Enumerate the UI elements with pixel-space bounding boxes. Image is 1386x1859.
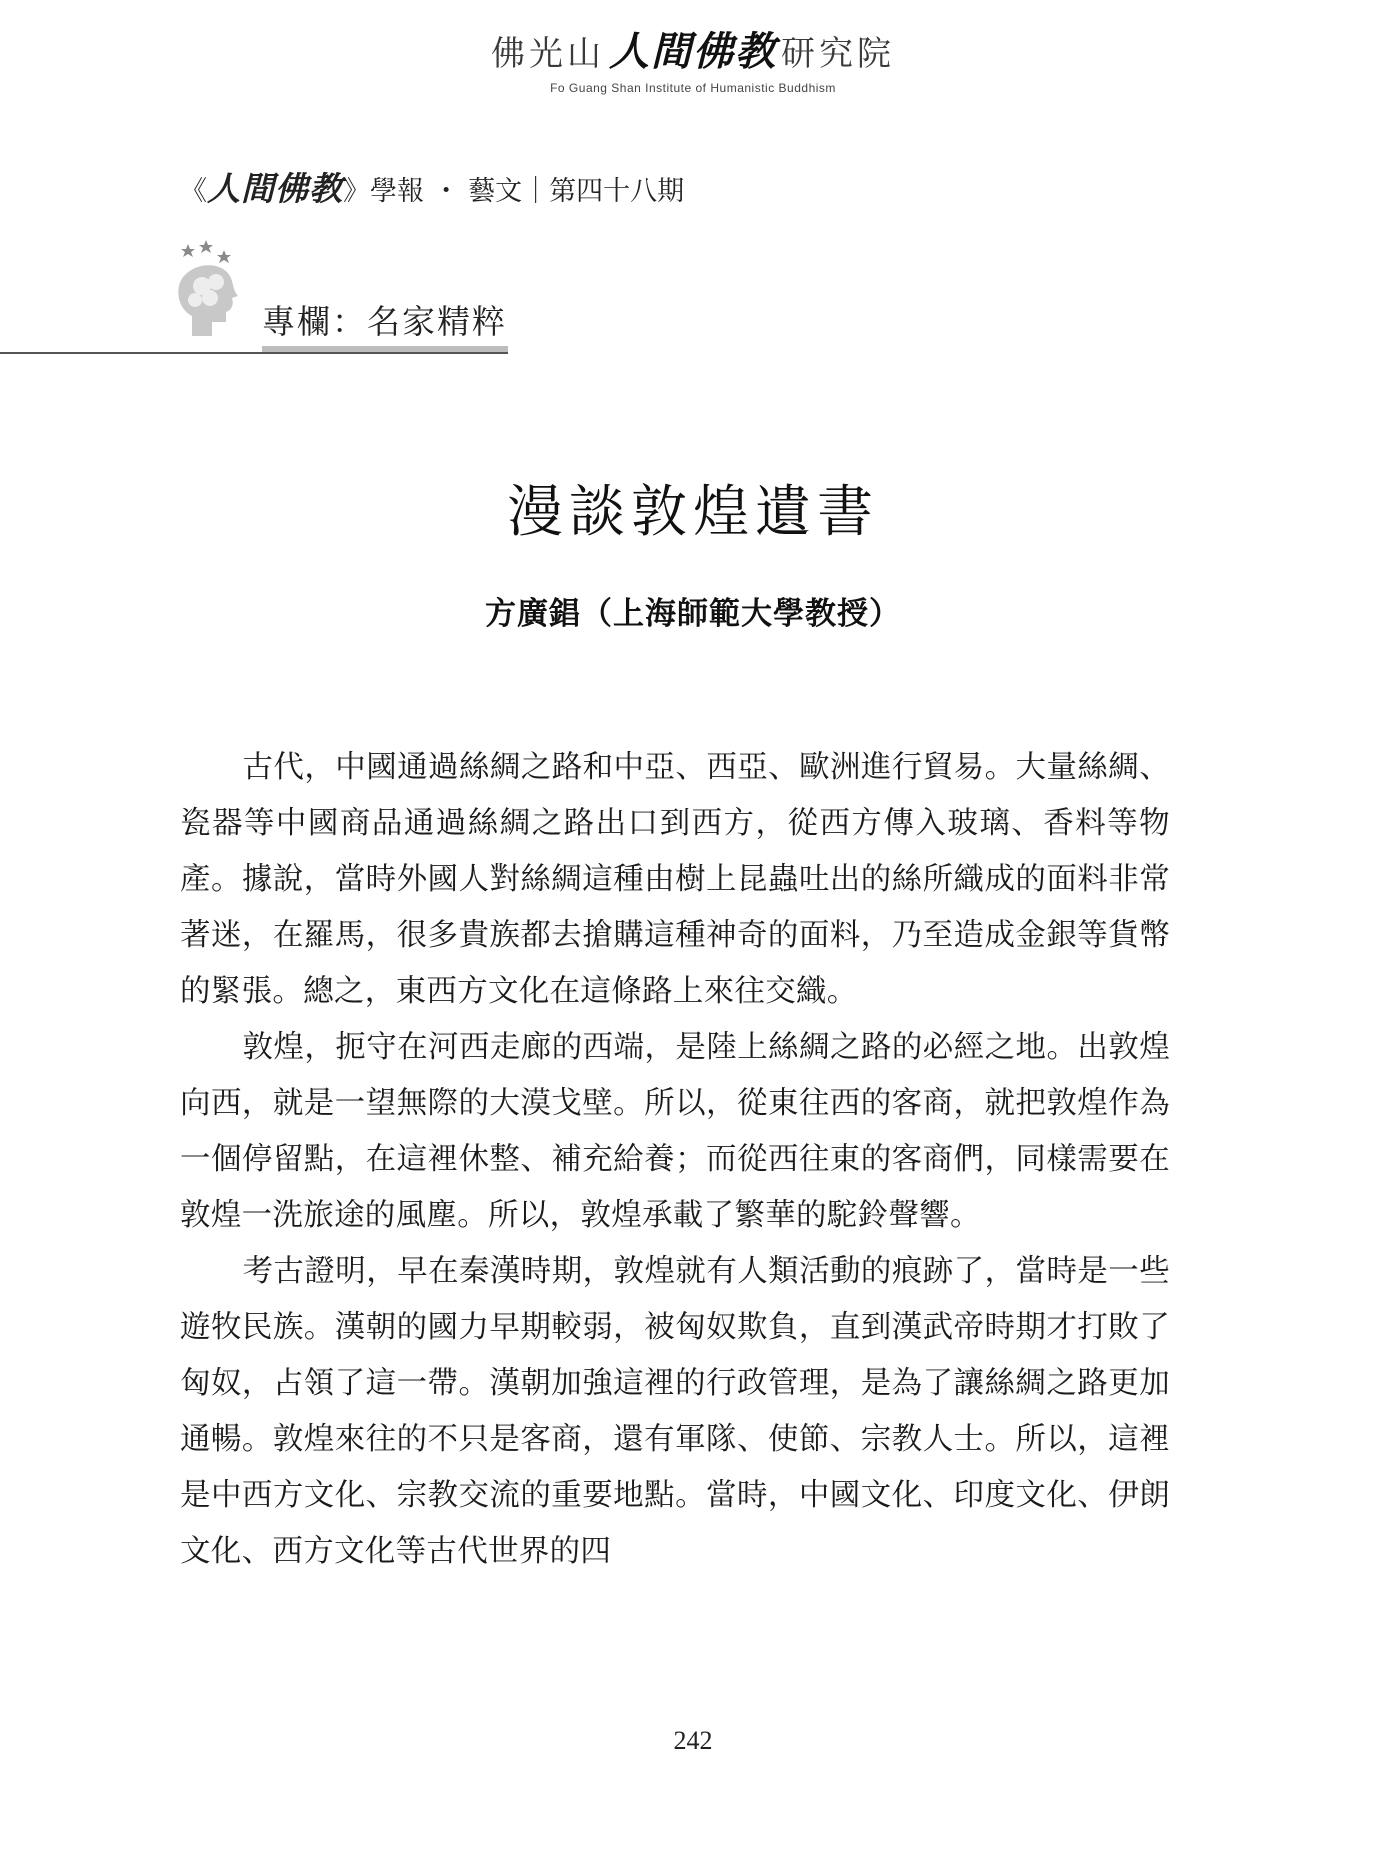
journal-brand: 人間佛教 <box>207 169 343 208</box>
paragraph: 考古證明，早在秦漢時期，敦煌就有人類活動的痕跡了，當時是一些遊牧民族。漢朝的國力早期較弱，被匈奴欺負，直到漢武帝時期才打敗了匈奴，占領了這一帶。漢朝加強這裡的行政管理，是為了讓絲綢之路更加通暢。敦煌來往的不只是客商，還有軍隊、使節、宗教人士。所以，這裡是中西方文化、宗教交流的重要地點。當時，中國文化、印度文化、伊朗文化、西方文化等古代世界的四 <box>180 1254 1170 1569</box>
paragraph: 敦煌，扼守在河西走廊的西端，是陸上絲綢之路的必經之地。出敦煌向西，就是一望無際的大漠戈壁。所以，從東往西的客商，就把敦煌作為一個停留點，在這裡休整、補充給養；而從西往東的客商們，同樣需要在敦煌一洗旅途的風塵。所以，敦煌承載了繁華的駝鈴聲響。 <box>180 1030 1170 1233</box>
column-label: 專欄：名家精粹 <box>262 302 507 341</box>
journal-header <box>180 163 684 210</box>
institute-english-name: Fo Guang Shan Institute of Humanistic Buddhism <box>550 81 836 95</box>
institute-header <box>0 20 1386 95</box>
article-title: 漫談敦煌遺書 <box>507 480 879 545</box>
paragraph: 古代，中國通過絲綢之路和中亞、西亞、歐洲進行貿易。大量絲綢、瓷器等中國商品通過絲綢之路出口到西方，從西方傳入玻璃、香料等物產。據說，當時外國人對絲綢這種由樹上昆蟲吐出的絲所織成的面料非常著迷，在羅馬，很多貴族都去搶購這種神奇的面料，乃至造成金銀等貨幣的緊張。總之，東西方文化在這條路上來往交織。 <box>180 750 1170 1009</box>
head-stars-icon <box>168 236 268 346</box>
institute-brand-logo: 人間佛教 <box>609 28 777 75</box>
column-divider <box>0 352 508 354</box>
article-author: 方廣錩（上海師範大學教授） <box>485 596 901 632</box>
journal-open-bracket: 《 <box>180 176 207 207</box>
article-body <box>180 740 1170 1580</box>
institute-prefix: 佛光山 <box>491 34 605 74</box>
institute-title <box>0 20 1386 77</box>
page-number: 242 <box>673 1726 713 1755</box>
column-banner <box>0 228 510 358</box>
institute-suffix: 研究院 <box>781 34 895 74</box>
journal-issue: 》學報 ・ 藝文｜第四十八期 <box>343 176 685 207</box>
